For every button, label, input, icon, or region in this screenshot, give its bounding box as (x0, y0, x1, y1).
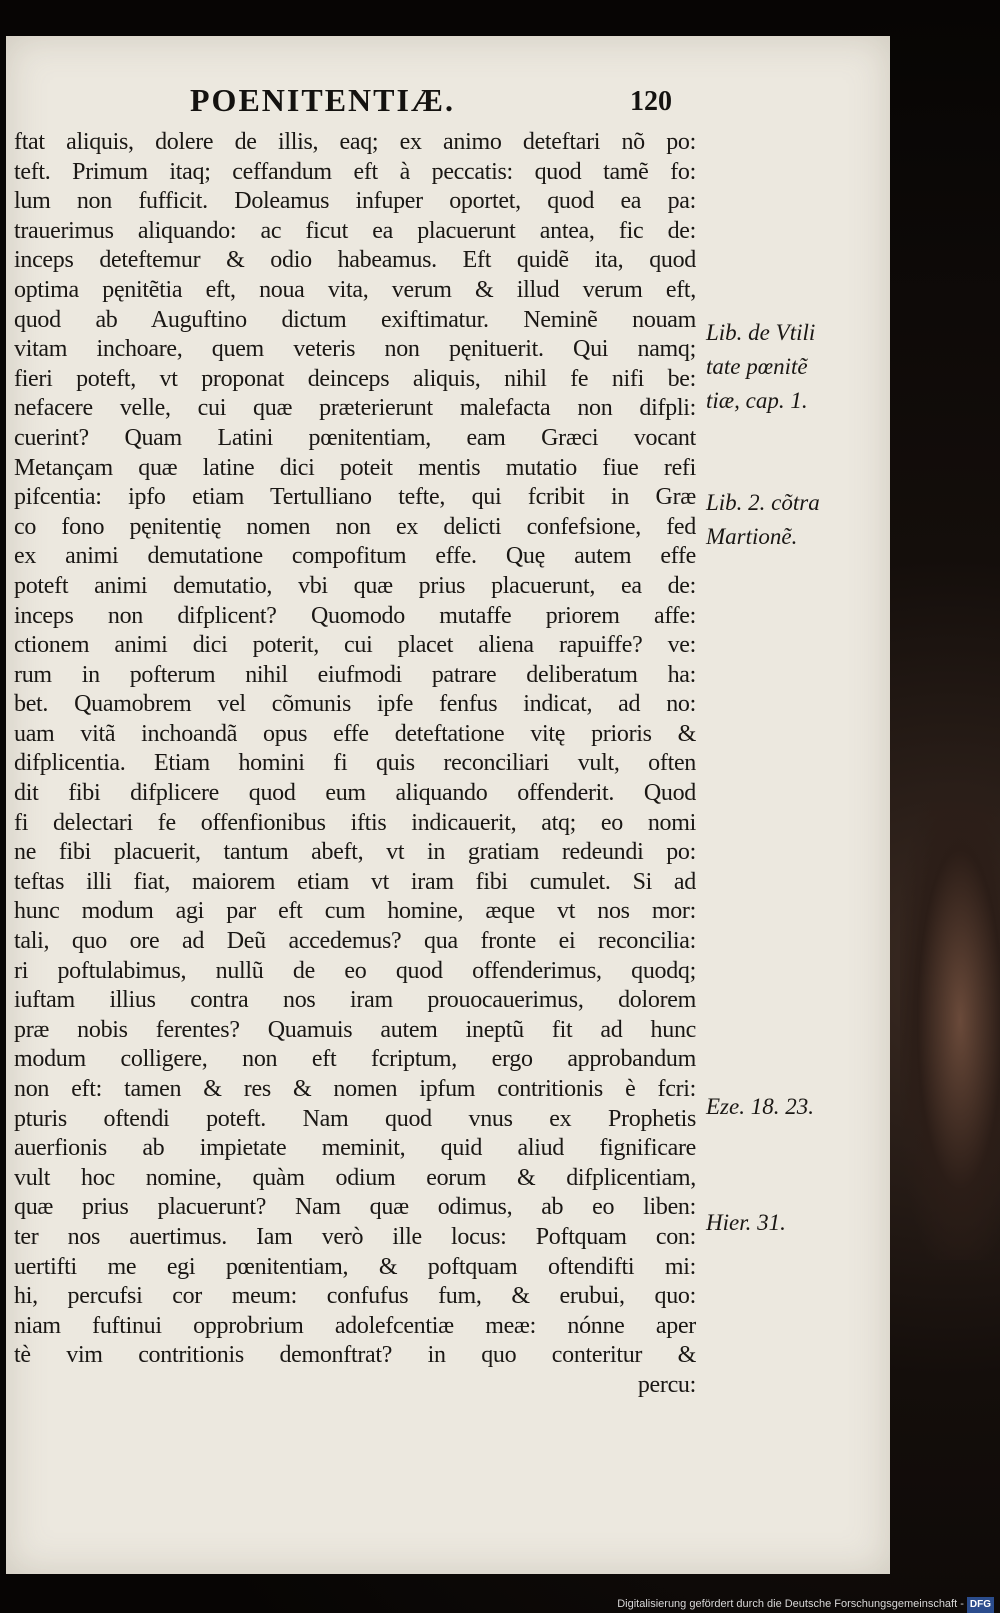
text-line: inceps deteftemur & odio habeamus. Eft quidẽ ita, quod (14, 247, 696, 274)
text-line: pturis oftendi poteft. Nam quod vnus ex Prophetis (14, 1105, 696, 1132)
margin-note-line: Eze. 18. 23. (706, 1094, 814, 1119)
text-line: fi delectari fe offenfionibus iftis indicauerit, atq; eo nomi (14, 809, 696, 836)
margin-note-utilitate (706, 316, 866, 418)
text-line: uam vitã inchoandã opus effe deteftatione vitę prioris & (14, 720, 696, 747)
text-line: vitam inchoare, quem veteris non pęnituerit. Qui namq; (14, 336, 696, 363)
text-line: vult hoc nomine, quàm odium eorum & difplicentiam, (14, 1164, 696, 1191)
text-line: modum colligere, non eft fcriptum, ergo approbandum (14, 1046, 696, 1073)
body-text (14, 128, 696, 1401)
margin-note-line: Lib. de Vtili (706, 320, 816, 345)
text-line: ter nos auertimus. Iam verò ille locus: Poftquam con: (14, 1223, 696, 1250)
text-line: hunc modum agi par eft cum homine, æque vt nos mor: (14, 898, 696, 925)
text-line: niam fuftinui opprobrium adolefcentiæ meæ: nónne aper (14, 1312, 696, 1339)
text-line: præ nobis ferentes? Quamuis autem ineptũ fit ad hunc (14, 1016, 696, 1043)
text-line: ex animi demutatione compofitum effe. Quę autem effe (14, 543, 696, 570)
text-line: hi, percufsi cor meum: confufus fum, & erubui, quo: (14, 1283, 696, 1310)
text-line: difplicentia. Etiam homini fi quis reconciliari vult, often (14, 750, 696, 777)
text-line: nefacere velle, cui quæ præterierunt malefacta non difpli: (14, 395, 696, 422)
margin-note-martion (706, 486, 866, 554)
margin-note-line: tiæ, cap. 1. (706, 388, 808, 413)
running-head: POENITENTIÆ. (190, 82, 455, 118)
text-line: iuftam illius contra nos iram prouocauerimus, dolorem (14, 987, 696, 1014)
text-line: ftat aliquis, dolere de illis, eaq; ex animo deteftari nõ po: (14, 129, 696, 155)
catchword: percu: (637, 1371, 696, 1398)
text-line: teftas illi fiat, maiorem etiam vt iram fibi cumulet. Si ad (14, 868, 696, 895)
text-line: quod ab Auguftino dictum exiftimatur. Neminẽ nouam (14, 306, 696, 333)
text-line: tè vim contritionis demonftrat? in quo conteritur & (14, 1342, 696, 1369)
margin-note-hieremias (706, 1206, 866, 1240)
dfg-logo: DFG (967, 1597, 994, 1613)
text-line: rum in pofterum nihil eiufmodi patrare deliberatum ha: (14, 661, 696, 688)
margin-note-line: Martionẽ. (706, 524, 798, 549)
text-line: ri poftulabimus, nullũ de eo quod offenderimus, quodq; (14, 957, 696, 984)
text-line: optima pęnitẽtia eft, noua vita, verum & illud verum eft, (14, 276, 696, 303)
text-line: fieri poteft, vt proponat deinceps aliquis, nihil fe nifi be: (14, 365, 696, 392)
text-line: auerfionis ab impietate meminit, quid aliud fignificare (14, 1135, 696, 1162)
margin-note-line: Lib. 2. cõtra (706, 490, 820, 515)
text-line: ne fibi placuerit, tantum abeft, vt in gratiam redeundi po: (14, 839, 696, 866)
text-line: trauerimus aliquando: ac ficut ea placuerunt antea, fic de: (14, 217, 696, 244)
facing-page-bleed (900, 780, 1000, 1260)
footer-credit (560, 1596, 994, 1612)
text-line: lum non fufficit. Doleamus infuper oportet, quod ea pa: (14, 188, 696, 215)
text-line: uertifti me egi pœnitentiam, & poftquam oftendifti mi: (14, 1253, 696, 1280)
margin-note-line: tate pœnitẽ (706, 354, 808, 379)
text-line: cuerint? Quam Latini pœnitentiam, eam Græci vocant (14, 424, 696, 451)
text-line: tali, quo ore ad Deũ accedemus? qua fronte ei reconcilia: (14, 928, 696, 955)
text-line: dit fibi difplicere quod eum aliquando offenderit. Quod (14, 780, 696, 807)
margin-note-ezechiel (706, 1090, 866, 1124)
text-line: teft. Primum itaq; ceffandum eft à peccatis: quod tamẽ fo: (14, 158, 696, 185)
page-number: 120 (630, 86, 672, 117)
text-line: poteft animi demutatio, vbi quæ prius placuerunt, ea de: (14, 572, 696, 599)
text-line: pifcentia: ipfo etiam Tertulliano tefte, qui fcribit in Græ (14, 484, 696, 511)
text-line: inceps non difplicent? Quomodo mutaffe priorem affe: (14, 602, 696, 629)
text-line: ctionem animi dici poterit, cui placet aliena rapuiffe? ve: (14, 632, 696, 659)
footer-text: Digitalisierung gefördert durch die Deutsche Forschungsgemeinschaft - (617, 1598, 964, 1610)
text-line: co fono pęnitentię nomen non ex delicti confefsione, fed (14, 513, 696, 540)
text-line: quæ prius placuerunt? Nam quæ odimus, ab eo liben: (14, 1194, 696, 1221)
text-line: non eft: tamen & res & nomen ipfum contritionis è fcri: (14, 1076, 696, 1102)
text-line: bet. Quamobrem vel cõmunis ipfe fenfus indicat, ad no: (14, 691, 696, 718)
text-line: Metançam quæ latine dici poteit mentis mutatio fiue refi (14, 454, 696, 481)
margin-note-line: Hier. 31. (706, 1210, 786, 1235)
